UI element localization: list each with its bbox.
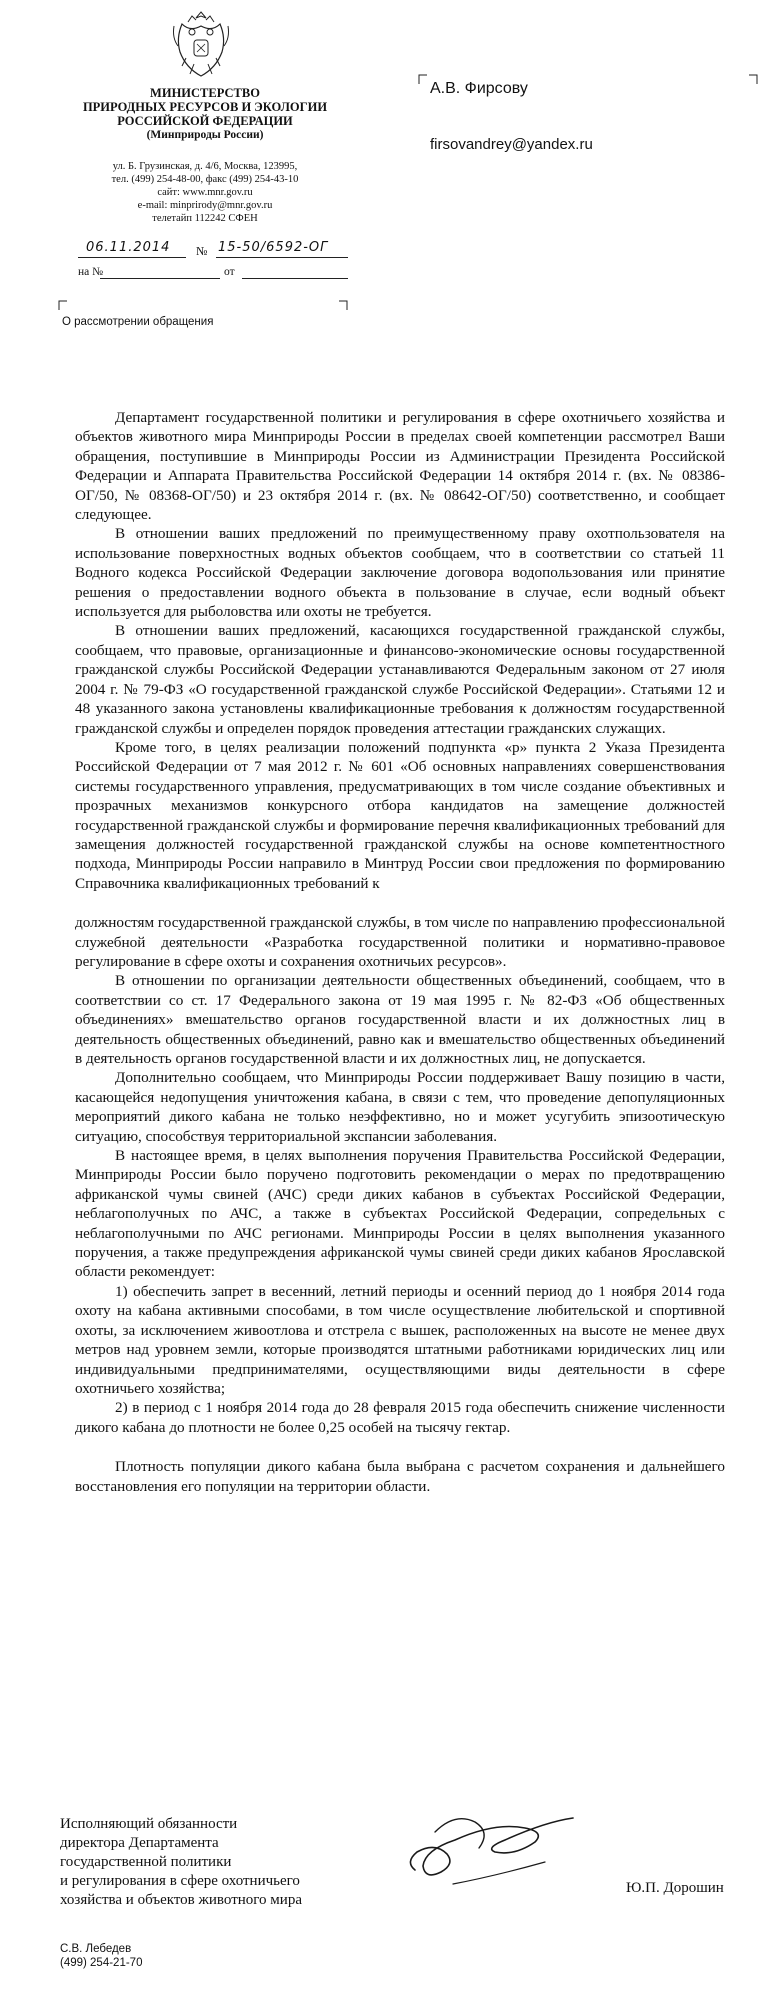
subject-corner-marks bbox=[58, 300, 348, 312]
body-paragraph: Плотность популяции дикого кабана была выбрана с расчетом сохранения и дальнейшего восстановления его популяции на территории области. bbox=[75, 1458, 725, 1495]
body-paragraph: В отношении по организации деятельности общественных объединений, сообщаем, что в соответствии со ст. 17 Федерального закона от 19 мая 1995 г. № 82-ФЗ «Об общественных объединениях» вмешательство органов государственной власти и их должностных лиц в деятельность общественных объединений, равно как и вмешательство общественных объединений в деятельность органов государственной власти и их должностных лиц, не допускается. bbox=[75, 972, 725, 1067]
contact-address: ул. Б. Грузинская, д. 4/6, Москва, 123995, bbox=[112, 161, 298, 172]
addressee-name: А.В. Фирсову bbox=[430, 80, 528, 97]
ministry-short-name: (Минприроды России) bbox=[146, 129, 264, 141]
body-paragraph: должностям государственной гражданской службы, в том числе по направлению профессиональной служебной деятельности «Разработка государственной политики и нормативно-правовое регулирование в сфере охоты и сохранения охотничьих ресурсов». bbox=[75, 914, 725, 970]
letter-subject: О рассмотрении обращения bbox=[62, 316, 214, 328]
registration-date: 06.11.2014 bbox=[86, 240, 171, 255]
date-underline bbox=[78, 257, 186, 258]
ministry-title bbox=[60, 86, 350, 142]
registration-number: 15-50/6592-ОГ bbox=[218, 240, 329, 255]
ministry-contacts bbox=[60, 160, 350, 225]
executor-phone: (499) 254-21-70 bbox=[60, 1957, 143, 1969]
body-paragraph: В настоящее время, в целях выполнения поручения Правительства Российской Федерации, Минприроды России было поручено подготовить рекомендации о мерах по предотвращению африканской чумы свиней (АЧС) среди диких кабанов в субъектах Российской Федерации, неблагополучных по АЧС, а также в субъектах Российской Федерации, сопредельных с неблагополучными по АЧС регионами. Минприроды России в целях выполнения указанного поручения, а также предупреждения африканской чумы свиней среди диких кабанов Ярославской области рекомендует: bbox=[75, 1147, 725, 1281]
body-paragraph: Департамент государственной политики и регулирования в сфере охотничьего хозяйства и объектов животного мира Минприроды России в пределах своей компетенции рассмотрел Ваши обращения, поступившие в Минприроды России из Администрации Президента Российской Федерации и Аппарата Правительства Российской Федерации 14 октября 2014 г. (вх. № 08386-ОГ/50, № 08368-ОГ/50) и 23 октября 2014 г. (вх. № 08642-ОГ/50) соответственно, и сообщает следующее. bbox=[75, 409, 725, 524]
contact-website: сайт: www.mnr.gov.ru bbox=[157, 187, 253, 198]
contact-email: e-mail: minprirody@mnr.gov.ru bbox=[137, 200, 273, 211]
body-list-item: 2) в период с 1 ноября 2014 года до 28 февраля 2015 года обеспечить снижение численности дикого кабана до плотности не более 0,25 особей на тысячу гектар. bbox=[75, 1399, 725, 1436]
contact-phone: тел. (499) 254-48-00, факс (499) 254-43-10 bbox=[111, 174, 299, 185]
registration-line bbox=[78, 240, 348, 262]
signatory-name: Ю.П. Дорошин bbox=[626, 1880, 724, 1896]
from-underline bbox=[242, 278, 348, 279]
signatory-title-line: и регулирования в сфере охотничьего bbox=[60, 1873, 300, 1889]
addressee-email: firsovandrey@yandex.ru bbox=[430, 136, 593, 153]
signatory-title-line: государственной политики bbox=[60, 1854, 232, 1870]
ministry-line: МИНИСТЕРСТВО bbox=[150, 86, 260, 100]
executor-name: С.В. Лебедев bbox=[60, 1943, 132, 1955]
contact-teletype: телетайп 112242 СФЕН bbox=[152, 213, 258, 224]
body-paragraph: Дополнительно сообщаем, что Минприроды России поддерживает Вашу позицию в части, касающейся недопущения уничтожения кабана, в связи с тем, что проведение депопуляционных мероприятий дикого кабана не только неэффективно, но и может усугубить эпизоотическую ситуацию, способствуя территориальной экспансии заболевания. bbox=[75, 1069, 725, 1145]
executor-info bbox=[60, 1942, 142, 1970]
signatory-title-line: хозяйства и объектов животного мира bbox=[60, 1892, 302, 1908]
body-paragraph: Кроме того, в целях реализации положений подпункта «р» пункта 2 Указа Президента Российской Федерации от 7 мая 2012 г. № 601 «Об основных направлениях совершенствования системы государственного управления, предусматривающих в том числе создание объективных и прозрачных механизмов конкурсного отбора кандидатов на замещение должностей государственной гражданской службы и формирование перечня квалификационных требований для замещения должностей государственной гражданской службы на основе компетентностного подхода, Минприроды России направило в Минтруд России свои предложения по формированию Справочника квалификационных требований к bbox=[75, 738, 725, 892]
coat-of-arms-emblem bbox=[168, 8, 234, 82]
ref-underline bbox=[100, 278, 220, 279]
reference-line bbox=[78, 266, 348, 282]
body-paragraph: В отношении ваших предложений, касающихся государственной гражданской службы, сообщаем, что правовые, организационные и финансово-экономические основы государственной гражданской службы Российской Федерации устанавливаются Федеральным законом от 27 июля 2004 г. № 79-ФЗ «О государственной гражданской службе Российской Федерации». Статьями 12 и 48 указанного закона установлены квалификационные требования к должностям государственной гражданской службы и определен порядок проведения аттестации гражданских служащих. bbox=[75, 622, 725, 737]
body-paragraph: В отношении ваших предложений по преимущественному праву охотпользователя на использование поверхностных водных объектов сообщаем, что в соответствии со статьей 11 Водного кодекса Российской Федерации заключение договора водопользования или принятие решения о предоставлении водного объекта в пользование в случае, если водный объект используется для рыболовства или охоты не требуется. bbox=[75, 525, 725, 621]
letter-body bbox=[75, 408, 725, 1496]
signatory-title bbox=[60, 1815, 390, 1910]
ministry-line: ПРИРОДНЫХ РЕСУРСОВ И ЭКОЛОГИИ bbox=[82, 100, 328, 114]
body-list-item: 1) обеспечить запрет в весенний, летний периоды и осенний период до 1 ноября 2014 года охоту на кабана активными способами, в том числе осуществление любительской и спортивной охоты, за исключением живоотлова и отстрела с вышек, расположенных на высоте не менее двух метров над уровнем земли, которые производятся штатными работниками юридических лиц или индивидуальными предпринимателями, осуществляющими виды деятельности в сфере охотничьего хозяйства; bbox=[75, 1282, 725, 1397]
signatory-title-line: директора Департамента bbox=[60, 1835, 219, 1851]
number-underline bbox=[216, 257, 348, 258]
ref-label: на № bbox=[78, 266, 104, 278]
number-sign: № bbox=[196, 244, 208, 258]
ministry-line: РОССИЙСКОЙ ФЕДЕРАЦИИ bbox=[117, 114, 293, 128]
handwritten-signature bbox=[395, 1792, 585, 1892]
from-label: от bbox=[224, 266, 235, 278]
signatory-title-line: Исполняющий обязанности bbox=[60, 1816, 238, 1832]
